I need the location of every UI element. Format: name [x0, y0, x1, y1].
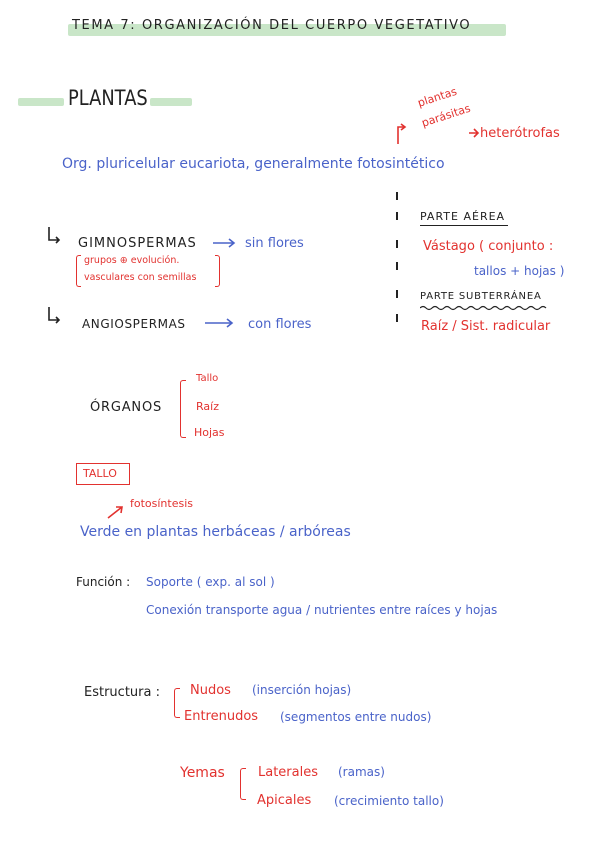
gimnospermas-note-2: vasculares con semillas: [84, 272, 197, 283]
tallo-fotosintesis: fotosíntesis: [130, 497, 194, 510]
yemas-apicales: Apicales: [257, 793, 312, 808]
arrow-up-icon: [392, 122, 408, 146]
note-plantas: plantas: [415, 84, 459, 110]
organo-tallo: Tallo: [196, 373, 219, 384]
yemas-bracket: [240, 768, 246, 800]
wavy-underline: [420, 305, 550, 311]
page-title: TEMA 7: ORGANIZACIÓN DEL CUERPO VEGETATIVO: [72, 18, 472, 33]
yemas-laterales: Laterales: [258, 765, 318, 780]
parte-aerea-line1: Vástago ( conjunto :: [423, 239, 554, 254]
parte-aerea-line2: tallos + hojas ): [474, 264, 565, 278]
yemas-label: Yemas: [180, 765, 225, 781]
funcion-line1: Soporte ( exp. al sol ): [146, 575, 275, 589]
estructura-nudos: Nudos: [190, 683, 231, 698]
gimnospermas-result: sin flores: [245, 236, 304, 251]
angiospermas-label: ANGIOSPERMAS: [82, 317, 186, 331]
funcion-label: Función :: [76, 575, 131, 589]
estructura-nudos-desc: (inserción hojas): [252, 683, 352, 697]
estructura-label: Estructura :: [84, 685, 160, 700]
note-parasitas: parásitas: [419, 101, 473, 130]
parte-aerea-title: PARTE AÉREA: [420, 210, 506, 223]
definition-text: Org. pluricelular eucariota, generalmente fotosintético: [62, 156, 445, 172]
note-bracket-right: [215, 255, 220, 287]
arrow-right-icon: [212, 238, 236, 248]
estructura-entrenudos: Entrenudos: [184, 709, 259, 724]
arrow-up-right-icon: [106, 504, 126, 520]
gimnospermas-note-1: grupos ⊕ evolución.: [84, 255, 180, 266]
angiospermas-result: con flores: [248, 317, 312, 332]
organo-hojas: Hojas: [194, 426, 225, 439]
plantas-highlight-left: [18, 98, 64, 106]
gimnospermas-label: GIMNOSPERMAS: [78, 236, 197, 251]
tallo-verde: Verde en plantas herbáceas / arbóreas: [80, 524, 351, 540]
organos-bracket: [180, 380, 186, 438]
arrow-right-icon: [204, 318, 234, 328]
note-bracket-left: [76, 255, 81, 287]
note-heterotrofas: heterótrofas: [480, 126, 560, 141]
plantas-highlight-right: [150, 98, 192, 106]
bullet-arrow-icon: [46, 306, 62, 326]
yemas-apicales-desc: (crecimiento tallo): [334, 794, 444, 808]
tallo-heading: TALLO: [83, 467, 117, 480]
section-heading-plantas: PLANTAS: [68, 86, 148, 110]
organos-label: ÓRGANOS: [90, 400, 163, 415]
parte-subterranea-title: PARTE SUBTERRÁNEA: [420, 291, 542, 302]
bullet-arrow-icon: [46, 226, 62, 246]
funcion-line2: Conexión transporte agua / nutrientes entre raíces y hojas: [146, 603, 498, 617]
estructura-bracket: [174, 688, 180, 718]
estructura-entrenudos-desc: (segmentos entre nudos): [280, 710, 432, 724]
parte-subterranea-line1: Raíz / Sist. radicular: [421, 319, 551, 334]
organo-raiz: Raíz: [196, 400, 219, 413]
yemas-laterales-desc: (ramas): [338, 765, 385, 779]
arrow-right-icon: [468, 128, 480, 138]
